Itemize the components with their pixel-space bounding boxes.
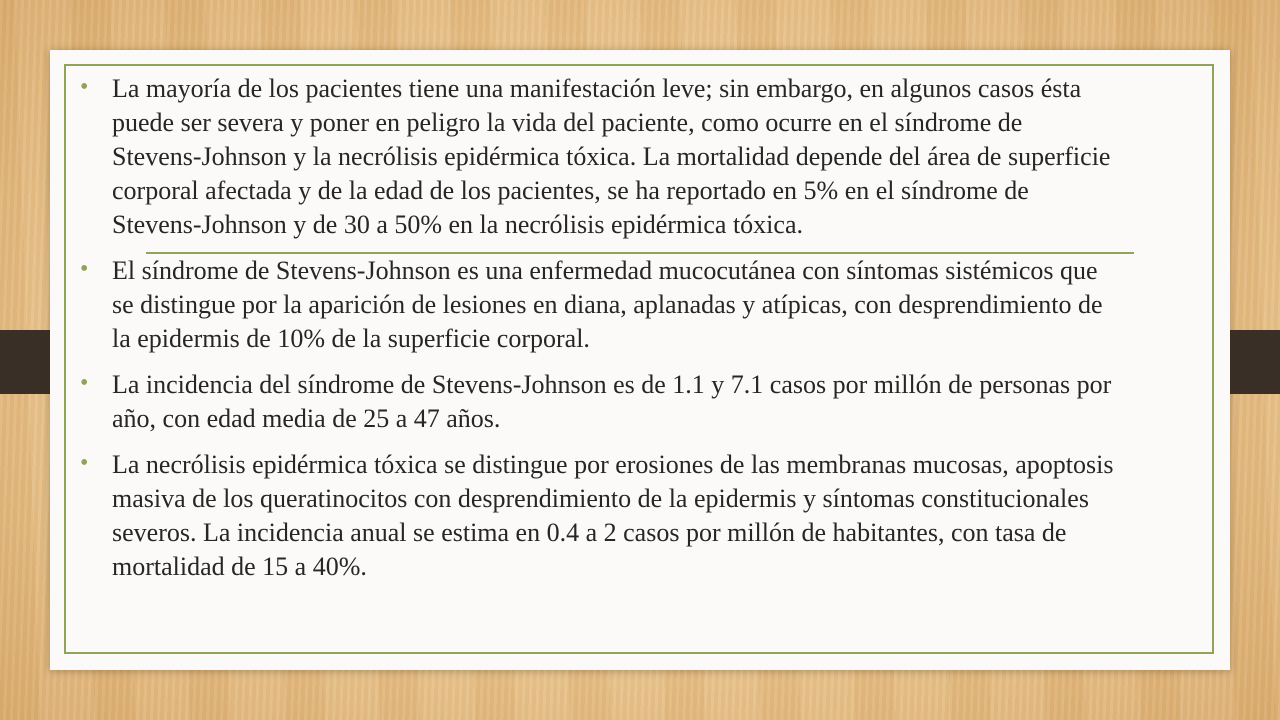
- bullet-item: [76, 254, 1116, 356]
- bullet-item: [76, 72, 1116, 242]
- bullet-text: La incidencia del síndrome de Stevens-Johnson es de 1.1 y 7.1 casos por millón de personas por año, con edad media de 25 a 47 años.: [112, 370, 1112, 433]
- bullet-text: La necrólisis epidérmica tóxica se distingue por erosiones de las membranas mucosas, apoptosis masiva de los queratinocitos con desprendimiento de la epidermis y síntomas constitucionales severos. La incidencia anual se estima en 0.4 a 2 casos por millón de habitantes, con tasa de mortalidad de 15 a 40%.: [112, 450, 1114, 581]
- bullet-text: El síndrome de Stevens-Johnson es una enfermedad mucocutánea con síntomas sistémicos que se distingue por la aparición de lesiones en diana, aplanadas y atípicas, con desprendimiento de la epidermis de 10% de la superficie corporal.: [112, 256, 1103, 353]
- bullet-item: [76, 448, 1116, 584]
- bullet-dot-icon: •: [80, 370, 89, 396]
- bullet-text: La mayoría de los pacientes tiene una manifestación leve; sin embargo, en algunos casos ésta puede ser severa y poner en peligro la vida del paciente, como ocurre en el síndrome de Stevens-Johnson y la necrólisis epidérmica tóxica. La mortalidad depende del área de superficie corporal afectada y de la edad de los pacientes, se ha reportado en 5% en el síndrome de Stevens-Johnson y de 30 a 50% en la necrólisis epidérmica tóxica.: [112, 74, 1111, 239]
- bullet-dot-icon: •: [80, 256, 89, 282]
- bullet-dot-icon: •: [80, 74, 89, 100]
- bullet-dot-icon: •: [80, 450, 89, 476]
- bullet-list: [76, 72, 1116, 596]
- bullet-item: [76, 368, 1116, 436]
